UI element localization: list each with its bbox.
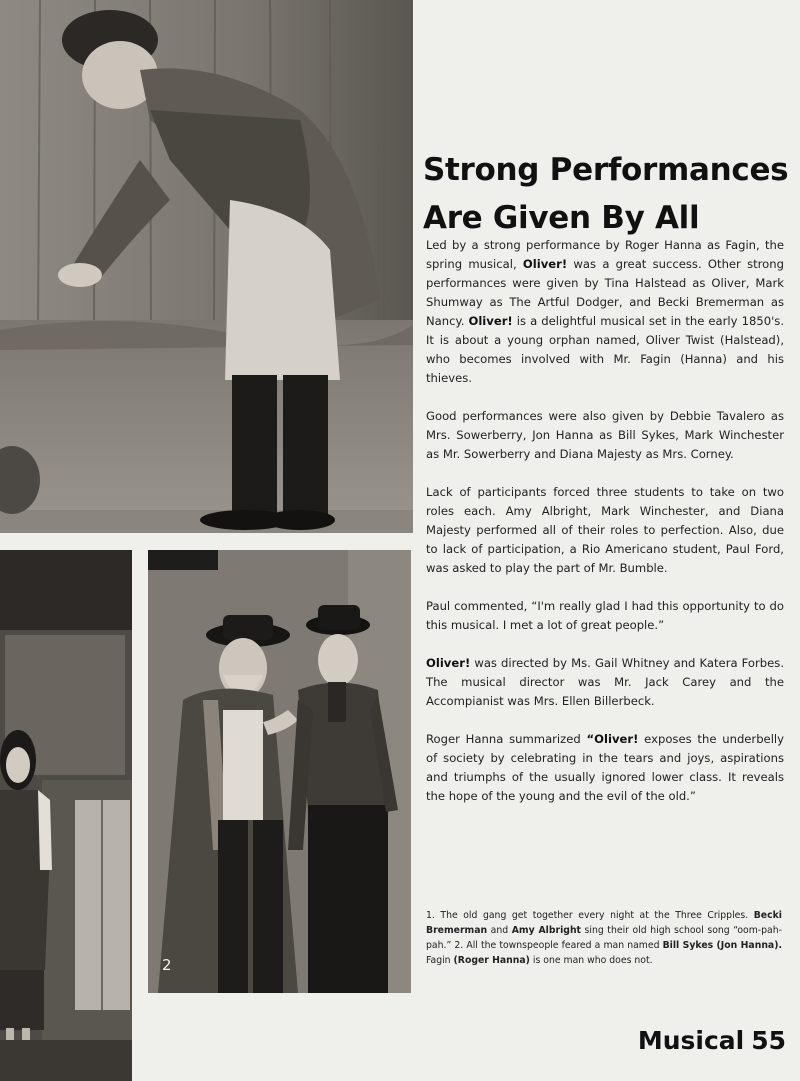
article-paragraph-1	[426, 236, 784, 388]
stage-photo-fagin-sykes	[148, 550, 411, 993]
stage-photo-bottom-left	[0, 550, 132, 1081]
show-title: “Oliver!	[586, 732, 639, 746]
photo-number: 2	[162, 956, 172, 974]
folio-section: Musical	[637, 1026, 745, 1055]
headline	[423, 146, 789, 242]
caption-name: Bill Sykes (Jon Hanna).	[662, 940, 782, 951]
text-run: Roger Hanna summarized	[426, 732, 587, 746]
text-run: is a delightful musical set in the early 1850's. It is about a young orphan named, Oliver Twist (Halstead), who becomes involved with Mr. Fagin (Hanna) and his thieves.	[426, 314, 784, 385]
text-run: exposes the underbelly of society by celebrating in the tears and joys, aspirations and triumphs of the usually ignored lower class. It reveals the hope of the young and the evil of the old.”	[426, 732, 784, 803]
article-body	[426, 236, 784, 825]
folio-page-number: 55	[751, 1026, 786, 1055]
text-run: Fagin	[426, 955, 454, 966]
show-title: Oliver!	[522, 257, 568, 271]
text-run: 1. The old gang get together every night at the Three Cripples.	[426, 910, 754, 921]
text-run: was a great success. Other strong performances were given by Tina Halstead as Oliver, Mark Shumway as The Artful Dodger, and Becki Bremerman as Nancy.	[426, 257, 784, 328]
show-title: Oliver!	[426, 656, 471, 670]
text-run: Led by a strong performance by Roger Hanna as Fagin, the spring musical,	[426, 238, 784, 271]
caption-name: Amy Albright	[511, 925, 582, 936]
article-paragraph-3: Lack of participants forced three students to take on two roles each. Amy Albright, Mark Winchester, and Diana Majesty performed all of their roles to perfection. Also, due to lack of participation, a Rio Americano student, Paul Ford, was asked to play the part of Mr. Bumble.	[426, 485, 784, 575]
article-paragraph-2: Good performances were also given by Debbie Tavalero as Mrs. Sowerberry, Jon Hanna as Bill Sykes, Mark Winchester as Mr. Sowerberry and Diana Majesty as Mrs. Corney.	[426, 409, 784, 461]
article-paragraph-4: Paul commented, “I'm really glad I had this opportunity to do this musical. I met a lot of great people.”	[426, 599, 784, 632]
page-folio	[638, 1026, 786, 1055]
article-paragraph-6	[426, 730, 784, 806]
text-run: and	[487, 925, 512, 936]
caption-name: (Roger Hanna)	[453, 955, 530, 966]
headline-line-1: Strong Performances	[423, 152, 789, 188]
text-run: is one man who does not.	[529, 955, 653, 966]
text-run: was directed by Ms. Gail Whitney and Katera Forbes. The musical director was Mr. Jack Carey and the Accompianist was Mrs. Ellen Billerbeck.	[426, 656, 784, 708]
article-paragraph-5	[426, 654, 784, 711]
headline-line-2: Are Given By All	[423, 200, 700, 236]
photo-caption	[426, 908, 782, 968]
show-title: Oliver!	[468, 314, 513, 328]
caption-name: Becki Bremerman	[426, 910, 782, 936]
text-run: sing their old high school song “oom-pah-pah.” 2. All the townspeople feared a man named	[426, 925, 782, 951]
stage-photo-top	[0, 0, 413, 533]
